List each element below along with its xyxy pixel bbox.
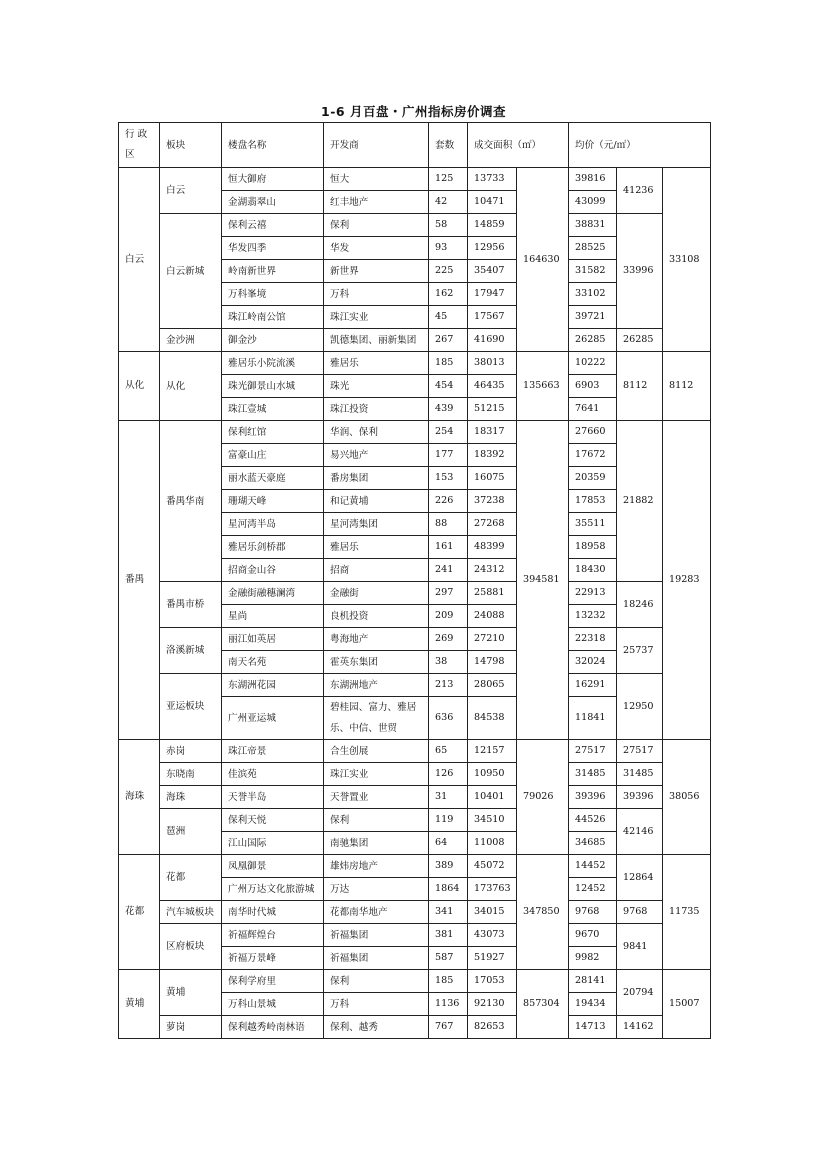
block-avg-price: 20794 [617,970,663,1016]
project-name: 雅居乐小院流溪 [222,352,324,375]
block-name: 东晓南 [160,763,222,786]
table-row [119,674,711,697]
table-row [119,970,711,993]
developer-name: 万科 [324,283,429,306]
district-avg-price: 11735 [663,855,711,970]
developer-name: 保利 [324,809,429,832]
transaction-area: 16075 [468,467,517,490]
block-name: 白云新城 [160,214,222,329]
block-avg-price: 26285 [617,329,663,352]
developer-name: 华发 [324,237,429,260]
table-row [119,628,711,651]
project-name: 万科山景城 [222,993,324,1016]
transaction-area: 18392 [468,444,517,467]
transaction-area: 14859 [468,214,517,237]
unit-count: 177 [429,444,468,467]
developer-name: 红丰地产 [324,191,429,214]
project-name: 保利学府里 [222,970,324,993]
transaction-area: 82653 [468,1016,517,1039]
project-price: 17853 [569,490,617,513]
project-price: 38831 [569,214,617,237]
developer-name: 良机投资 [324,605,429,628]
project-price: 6903 [569,375,617,398]
unit-count: 126 [429,763,468,786]
developer-name: 金融街 [324,582,429,605]
developer-name: 霍英东集团 [324,651,429,674]
unit-count: 1864 [429,878,468,901]
district-area-total: 164630 [517,168,569,352]
developer-name: 凯德集团、丽新集团 [324,329,429,352]
table-row [119,421,711,444]
block-name: 琶洲 [160,809,222,855]
transaction-area: 46435 [468,375,517,398]
table-row [119,1016,711,1039]
block-name: 番禺华南 [160,421,222,582]
transaction-area: 38013 [468,352,517,375]
transaction-area: 34510 [468,809,517,832]
district-name: 番禺 [119,421,160,740]
unit-count: 241 [429,559,468,582]
block-name: 萝岗 [160,1016,222,1039]
project-price: 12452 [569,878,617,901]
transaction-area: 48399 [468,536,517,559]
project-name: 富豪山庄 [222,444,324,467]
project-price: 39396 [569,786,617,809]
developer-name: 碧桂园、富力、雅居乐、中信、世贸 [324,697,429,740]
transaction-area: 41690 [468,329,517,352]
project-price: 33102 [569,283,617,306]
district-area-total: 857304 [517,970,569,1039]
unit-count: 213 [429,674,468,697]
page-title: 1-6 月百盘・广州指标房价调查 [321,104,506,119]
table-row [119,168,711,191]
project-name: 恒大御府 [222,168,324,191]
developer-name: 珠江实业 [324,763,429,786]
developer-name: 天誉置业 [324,786,429,809]
table-row [119,809,711,832]
project-name: 广州亚运城 [222,697,324,740]
project-price: 32024 [569,651,617,674]
project-name: 天誉半岛 [222,786,324,809]
transaction-area: 17053 [468,970,517,993]
unit-count: 341 [429,901,468,924]
unit-count: 381 [429,924,468,947]
district-avg-price: 8112 [663,352,711,421]
unit-count: 297 [429,582,468,605]
project-name: 江山国际 [222,832,324,855]
unit-count: 269 [429,628,468,651]
project-price: 16291 [569,674,617,697]
project-price: 9982 [569,947,617,970]
unit-count: 226 [429,490,468,513]
unit-count: 161 [429,536,468,559]
transaction-area: 10950 [468,763,517,786]
transaction-area: 12956 [468,237,517,260]
table-row [119,924,711,947]
developer-name: 保利 [324,214,429,237]
project-name: 万科峯境 [222,283,324,306]
project-price: 44526 [569,809,617,832]
district-name: 海珠 [119,740,160,855]
developer-name: 易兴地产 [324,444,429,467]
project-name: 丽水蓝天豪庭 [222,467,324,490]
block-name: 亚运板块 [160,674,222,740]
developer-name: 万达 [324,878,429,901]
unit-count: 439 [429,398,468,421]
project-price: 35511 [569,513,617,536]
unit-count: 767 [429,1016,468,1039]
project-price: 31485 [569,763,617,786]
unit-count: 65 [429,740,468,763]
project-price: 28525 [569,237,617,260]
project-price: 28141 [569,970,617,993]
header-developer: 开发商 [324,123,429,168]
project-name: 星尚 [222,605,324,628]
transaction-area: 24088 [468,605,517,628]
block-name: 区府板块 [160,924,222,970]
block-avg-price: 39396 [617,786,663,809]
project-name: 保利越秀岭南林语 [222,1016,324,1039]
district-name: 从化 [119,352,160,421]
project-name: 珊瑚天峰 [222,490,324,513]
project-name: 保利云禧 [222,214,324,237]
price-survey-table [118,122,711,1039]
block-avg-price: 9841 [617,924,663,970]
block-avg-price: 9768 [617,901,663,924]
unit-count: 45 [429,306,468,329]
project-price: 9670 [569,924,617,947]
project-price: 18958 [569,536,617,559]
project-price: 17672 [569,444,617,467]
developer-name: 珠江实业 [324,306,429,329]
transaction-area: 13733 [468,168,517,191]
project-price: 14713 [569,1016,617,1039]
project-price: 39721 [569,306,617,329]
project-price: 43099 [569,191,617,214]
project-name: 珠光御景山水城 [222,375,324,398]
developer-name: 花都南华地产 [324,901,429,924]
transaction-area: 92130 [468,993,517,1016]
project-name: 保利红馆 [222,421,324,444]
project-price: 18430 [569,559,617,582]
unit-count: 162 [429,283,468,306]
developer-name: 新世界 [324,260,429,283]
transaction-area: 51215 [468,398,517,421]
project-price: 22913 [569,582,617,605]
project-price: 13232 [569,605,617,628]
table-row [119,329,711,352]
project-price: 27517 [569,740,617,763]
developer-name: 东湖洲地产 [324,674,429,697]
unit-count: 254 [429,421,468,444]
transaction-area: 24312 [468,559,517,582]
project-name: 招商金山谷 [222,559,324,582]
block-name: 黄埔 [160,970,222,1016]
developer-name: 珠光 [324,375,429,398]
project-name: 南天名苑 [222,651,324,674]
developer-name: 粤海地产 [324,628,429,651]
project-name: 祈福万景峰 [222,947,324,970]
unit-count: 587 [429,947,468,970]
block-name: 洛溪新城 [160,628,222,674]
unit-count: 389 [429,855,468,878]
project-name: 丽江如英居 [222,628,324,651]
project-name: 御金沙 [222,329,324,352]
developer-name: 雄炜房地产 [324,855,429,878]
transaction-area: 37238 [468,490,517,513]
developer-name: 雅居乐 [324,536,429,559]
district-area-total: 79026 [517,740,569,855]
project-name: 珠江帝景 [222,740,324,763]
block-avg-price: 33996 [617,214,663,329]
unit-count: 454 [429,375,468,398]
developer-name: 珠江投资 [324,398,429,421]
block-avg-price: 31485 [617,763,663,786]
project-price: 14452 [569,855,617,878]
block-name: 汽车城板块 [160,901,222,924]
developer-name: 祈福集团 [324,924,429,947]
unit-count: 31 [429,786,468,809]
project-price: 9768 [569,901,617,924]
project-price: 31582 [569,260,617,283]
table-row [119,352,711,375]
transaction-area: 10471 [468,191,517,214]
developer-name: 祈福集团 [324,947,429,970]
transaction-area: 84538 [468,697,517,740]
project-name: 华发四季 [222,237,324,260]
project-price: 10222 [569,352,617,375]
table-row [119,763,711,786]
district-avg-price: 15007 [663,970,711,1039]
project-name: 雅居乐剑桥郡 [222,536,324,559]
district-name: 花都 [119,855,160,970]
district-area-total: 394581 [517,421,569,740]
developer-name: 华润、保利 [324,421,429,444]
district-avg-price: 19283 [663,421,711,740]
transaction-area: 17567 [468,306,517,329]
header-block: 板块 [160,123,222,168]
developer-name: 星河湾集团 [324,513,429,536]
project-name: 珠江岭南公馆 [222,306,324,329]
project-name: 凤凰御景 [222,855,324,878]
block-name: 海珠 [160,786,222,809]
developer-name: 合生创展 [324,740,429,763]
block-name: 赤岗 [160,740,222,763]
project-price: 39816 [569,168,617,191]
district-name: 黄埔 [119,970,160,1039]
district-area-total: 347850 [517,855,569,970]
table-row [119,582,711,605]
project-name: 星河湾半岛 [222,513,324,536]
developer-name: 恒大 [324,168,429,191]
district-area-total: 135663 [517,352,569,421]
unit-count: 185 [429,352,468,375]
unit-count: 185 [429,970,468,993]
block-name: 从化 [160,352,222,421]
project-name: 东湖洲花园 [222,674,324,697]
project-price: 7641 [569,398,617,421]
transaction-area: 34015 [468,901,517,924]
block-avg-price: 12950 [617,674,663,740]
project-name: 佳滨苑 [222,763,324,786]
project-name: 金融街融穗澜湾 [222,582,324,605]
header-project: 楼盘名称 [222,123,324,168]
project-price: 27660 [569,421,617,444]
transaction-area: 18317 [468,421,517,444]
transaction-area: 43073 [468,924,517,947]
header-row [119,123,711,168]
developer-name: 和记黄埔 [324,490,429,513]
transaction-area: 173763 [468,878,517,901]
transaction-area: 10401 [468,786,517,809]
block-avg-price: 8112 [617,352,663,421]
project-price: 20359 [569,467,617,490]
block-name: 白云 [160,168,222,214]
transaction-area: 27268 [468,513,517,536]
project-name: 珠江壹城 [222,398,324,421]
unit-count: 93 [429,237,468,260]
district-name: 白云 [119,168,160,352]
project-name: 南华时代城 [222,901,324,924]
unit-count: 58 [429,214,468,237]
header-district: 行 政 区 [119,123,160,168]
unit-count: 209 [429,605,468,628]
developer-name: 招商 [324,559,429,582]
block-name: 金沙洲 [160,329,222,352]
unit-count: 38 [429,651,468,674]
project-name: 祈福辉煌台 [222,924,324,947]
project-price: 26285 [569,329,617,352]
block-avg-price: 21882 [617,421,663,582]
unit-count: 267 [429,329,468,352]
transaction-area: 51927 [468,947,517,970]
project-price: 22318 [569,628,617,651]
developer-name: 保利 [324,970,429,993]
unit-count: 42 [429,191,468,214]
project-price: 11841 [569,697,617,740]
district-avg-price: 33108 [663,168,711,352]
block-name: 番禺市桥 [160,582,222,628]
transaction-area: 35407 [468,260,517,283]
developer-name: 雅居乐 [324,352,429,375]
block-avg-price: 14162 [617,1016,663,1039]
unit-count: 125 [429,168,468,191]
developer-name: 番房集团 [324,467,429,490]
transaction-area: 45072 [468,855,517,878]
unit-count: 153 [429,467,468,490]
block-avg-price: 27517 [617,740,663,763]
header-price: 均价（元/㎡） [569,123,711,168]
block-avg-price: 18246 [617,582,663,628]
header-units: 套数 [429,123,468,168]
unit-count: 88 [429,513,468,536]
transaction-area: 27210 [468,628,517,651]
developer-name: 万科 [324,993,429,1016]
transaction-area: 17947 [468,283,517,306]
unit-count: 64 [429,832,468,855]
table-row [119,786,711,809]
block-avg-price: 25737 [617,628,663,674]
unit-count: 119 [429,809,468,832]
table-row [119,214,711,237]
transaction-area: 12157 [468,740,517,763]
block-name: 花都 [160,855,222,901]
transaction-area: 28065 [468,674,517,697]
project-price: 19434 [569,993,617,1016]
project-price: 34685 [569,832,617,855]
project-name: 岭南新世界 [222,260,324,283]
unit-count: 636 [429,697,468,740]
unit-count: 1136 [429,993,468,1016]
transaction-area: 14798 [468,651,517,674]
block-avg-price: 42146 [617,809,663,855]
block-avg-price: 12864 [617,855,663,901]
table-row [119,855,711,878]
developer-name: 南驰集团 [324,832,429,855]
project-name: 保利天悦 [222,809,324,832]
project-name: 广州万达文化旅游城 [222,878,324,901]
unit-count: 225 [429,260,468,283]
block-avg-price: 41236 [617,168,663,214]
district-avg-price: 38056 [663,740,711,855]
transaction-area: 11008 [468,832,517,855]
transaction-area: 25881 [468,582,517,605]
developer-name: 保利、越秀 [324,1016,429,1039]
table-row [119,901,711,924]
table-row [119,740,711,763]
header-area: 成交面积（㎡） [468,123,569,168]
project-name: 金湖翡翠山 [222,191,324,214]
